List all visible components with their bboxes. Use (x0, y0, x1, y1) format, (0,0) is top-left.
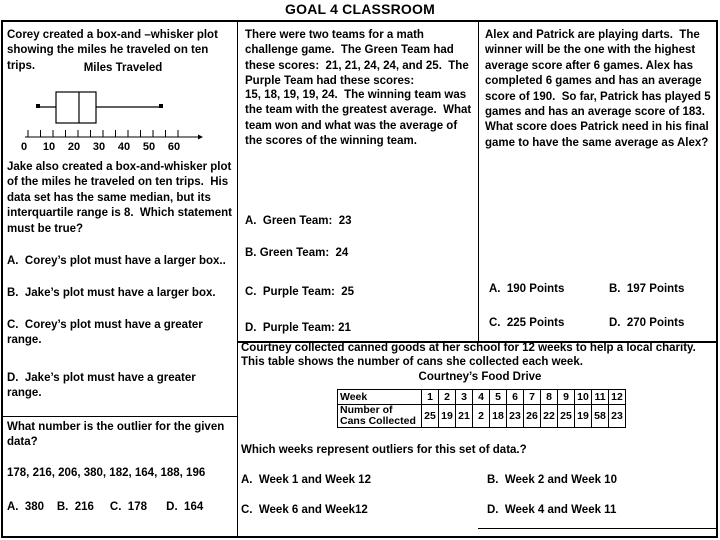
table-row-cans (338, 405, 626, 428)
divider-bottom-options (478, 528, 718, 529)
table-cell-week-4: 4 (473, 390, 490, 405)
question-3-prompt-part2: 15, 18, 19, 19, 24. The winning team was the team with the greatest average. What team won and what was the average of the scores of the winning team. (245, 89, 475, 148)
table-cell-week-2: 2 (439, 390, 456, 405)
question-1-option-a[interactable]: A. Corey’s plot must have a larger box.. (7, 255, 226, 267)
table-cell-cans-2: 19 (439, 405, 456, 428)
boxplot-tick-40: 40 (117, 141, 131, 153)
question-3-option-b[interactable]: B. Green Team: 24 (245, 247, 349, 259)
table-cell-week-6: 6 (507, 390, 524, 405)
table-cell-cans-4: 2 (473, 405, 490, 428)
question-5-option-c[interactable]: C. Week 6 and Week12 (241, 504, 368, 516)
question-3-option-d[interactable]: D. Purple Team: 21 (245, 322, 351, 334)
question-1-option-d[interactable]: D. Jake’s plot must have a greater range. (7, 372, 199, 399)
table-row-label-cans-line2: Cans Collected (340, 415, 416, 427)
table-row-label-cans (338, 405, 422, 428)
question-2-options[interactable]: A. 380 B. 216 C. 178 D. 164 (7, 501, 204, 513)
table-cell-week-5: 5 (490, 390, 507, 405)
table-cell-cans-1: 25 (422, 405, 439, 428)
table-row-label-week: Week (338, 390, 422, 405)
boxplot-miles-traveled (20, 82, 220, 144)
table-cell-week-7: 7 (524, 390, 541, 405)
question-4-prompt: Alex and Patrick are playing darts. The winner will be the one with the highest average score after 6 games. Alex has completed 6 games and has an average score of 190. So far, Patrick has played 5 games and has an average score of 183. What score does Patrick need in his final game to have the same average as Alex? (485, 29, 714, 149)
table-cell-cans-5: 18 (490, 405, 507, 428)
table-cell-week-9: 9 (558, 390, 575, 405)
table-cell-week-1: 1 (422, 390, 439, 405)
question-3-option-a[interactable]: A. Green Team: 23 (245, 215, 352, 227)
table-cell-week-10: 10 (575, 390, 592, 405)
table-cell-cans-6: 23 (507, 405, 524, 428)
question-4-option-d[interactable]: D. 270 Points (609, 317, 685, 329)
table-cell-week-11: 11 (592, 390, 609, 405)
boxplot-tick-10: 10 (42, 141, 56, 153)
divider-left-middle (237, 20, 238, 538)
boxplot-tick-60: 60 (167, 141, 181, 153)
boxplot-title: Miles Traveled (83, 62, 163, 74)
question-2-data: 178, 216, 206, 380, 182, 164, 188, 196 (7, 467, 206, 479)
food-drive-table-title: Courtney’s Food Drive (418, 371, 542, 383)
question-4-option-c[interactable]: C. 225 Points (489, 317, 565, 329)
table-cell-week-3: 3 (456, 390, 473, 405)
question-4-option-a[interactable]: A. 190 Points (489, 283, 565, 295)
question-5-question: Which weeks represent outliers for this set of data.? (241, 444, 527, 456)
question-4-option-b[interactable]: B. 197 Points (609, 283, 685, 295)
table-cell-cans-12: 23 (609, 405, 626, 428)
boxplot-tick-50: 50 (142, 141, 156, 153)
question-1-prompt-part2: Jake also created a box-and-whisker plot of the miles he traveled on ten trips. His data set has the same median, but its interquartile range is 8. Which statement must be true? (7, 161, 236, 235)
cans-collected-table (337, 389, 626, 428)
boxplot-tick-20: 20 (67, 141, 81, 153)
question-5-option-a[interactable]: A. Week 1 and Week 12 (241, 474, 371, 486)
table-cell-cans-9: 25 (558, 405, 575, 428)
table-row-week (338, 390, 626, 405)
boxplot-tick-30: 30 (92, 141, 106, 153)
divider-middle-right (478, 20, 479, 341)
table-cell-cans-7: 26 (524, 405, 541, 428)
table-row-label-cans-line1: Number of (340, 404, 393, 416)
boxplot-tick-0: 0 (20, 141, 28, 153)
question-1-option-b[interactable]: B. Jake’s plot must have a larger box. (7, 287, 216, 299)
question-5-option-d[interactable]: D. Week 4 and Week 11 (487, 504, 617, 516)
table-cell-cans-11: 58 (592, 405, 609, 428)
question-5-prompt-line2: This table shows the number of cans she collected each week. (241, 356, 583, 368)
table-cell-week-8: 8 (541, 390, 558, 405)
question-5-option-b[interactable]: B. Week 2 and Week 10 (487, 474, 617, 486)
question-3-prompt-part1: There were two teams for a math challenge game. The Green Team had these scores: 21, 21, 24, 24, and 25. The Purple Team had these scores: (245, 29, 472, 88)
question-2-prompt: What number is the outlier for the given data? (7, 421, 228, 449)
table-cell-cans-10: 19 (575, 405, 592, 428)
question-1-prompt: Corey created a box-and –whisker plot showing the miles he traveled on ten trips. (7, 29, 222, 72)
question-3-option-c[interactable]: C. Purple Team: 25 (245, 286, 355, 298)
table-cell-cans-8: 22 (541, 405, 558, 428)
divider-left-q1-q2 (1, 416, 237, 417)
table-cell-week-12: 12 (609, 390, 626, 405)
question-1-option-c[interactable]: C. Corey’s plot must have a greater range. (7, 319, 206, 346)
table-cell-cans-3: 21 (456, 405, 473, 428)
page-title: GOAL 4 CLASSROOM (285, 1, 435, 17)
question-5-prompt-line1: Courtney collected canned goods at her school for 12 weeks to help a local charity. (241, 342, 696, 354)
